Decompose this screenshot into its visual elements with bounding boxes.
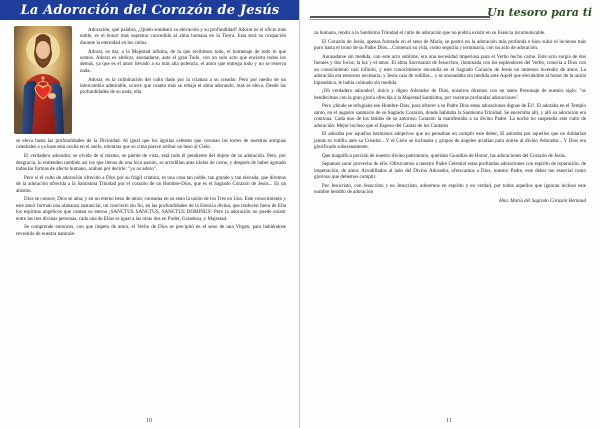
paragraph: Dios se conoce, Dios se ama; y en un eterno beso de amor, consuma en su seno la unión de los Tres en Uno. Este conocimiento y este amor forman una alabanza sustancial, un concierto sin fin, en las profundidades de la Esencia divina, que traducen fuera de Ella los espíritus angélicos que cantan su eterno ¡SANCTUS SANCTUS, SANCTUS DOMINUS! Pero la adoración no puede existir entre las tres divinas personas, cada una de Ellas es igual a las otras dos en Poder, Grandeza, y Majestad. <box>16 196 286 222</box>
paragraph: ¡Oh verdadero adorador!, único y digno Adorador de Dios, nosotros diremos con un santo Personaje de nuestro siglo: "os bendecimos con la gran gloria ofrecida a la Majestad Santísima, por vuestras profundas adoraciones". <box>314 88 586 101</box>
paragraph: Adorar, es dar, a la Majestad infinita, de la que recibimos todo, el homenaje de todo lo que somos. Adorar es abdicar, anonadarse, ante el gran Todo, con un solo acto que encierra todos los demás, ya que es el amor llevado a su más alta potencia, el amor que entrega todo y no se reserva nada. <box>80 48 286 74</box>
paragraph: El Corazón de Jesús, apenas formado en el seno de María, se postró en la adoración más profunda e hizo subir el incienso más puro hasta el trono de su Padre Dios....Comenzó su vida, como seguiría y terminaría, con un acto de adoración. <box>314 38 586 52</box>
paragraph: se eleva hasta las profundidades de la Divinidad. Al igual que los águilas celestes que coronan las torres de nuestras antiguas catedrales a ya base está oculta en el suelo, mientras que su cima parece arribar un beso al Cielo. <box>16 138 286 151</box>
paragraph: Que magnífica porción de nuestro divino patrimonio, queridos Guardias de Honor, las adoraciones del Corazón de Jesús. <box>322 152 567 159</box>
paragraph: Se comprende entonces, con que ímpetu de amor, el Verbo de Dios se precipitó en el seno de una Virgen, para habiéndose revestido de nuestra naturale- <box>16 224 286 237</box>
page-number: 10 <box>146 418 152 424</box>
paragraph: Adoración, qué palabra, ¿Quién sondeará su elevación y su profundidad? Adorar es el oficio más noble, es el honor más supremo concedido al alma humana en la Tierra. Esta será su ocupación durante la eternidad en los cielos. <box>80 27 286 46</box>
title-banner <box>0 0 300 20</box>
paragraph: Sepamos sacar provecho de ello. Ofrezcamos a nuestro Padre Celestial estas profundas adoraciones con espíritu de reparación, de impetración, de amor. Arrodillados al lado del Divino Adorador, ofrezcamos a Dios, nuestro Padre, este deber tan esencial como glorioso que debemos cumplir. <box>314 161 586 181</box>
paragraph: Anonadarse sin medida, con este acto sublime, era una necesidad imperiosa para el Verbo hecho carne. Este acto surgía de dos fuentes y dos focos; la luz y el amor. El alma Sacrosanta de Jesucristo, iluminada con los esplendores del Verbo, conocía a Dios con un conocimiento casi infinito, y este conocimiento encendía en el Sagrado Corazón de Jesús un inmenso incendio de amor. La adoración era entonces necesaria, y Jesús caía de rodillas... y se anonadaba sin medida ante Aquél que elevándole al honor de la unión hipostática, le había colmado sin medida. <box>314 53 586 86</box>
text-beside-image <box>80 27 286 98</box>
text-main <box>16 138 286 239</box>
sacred-heart-image <box>14 26 72 134</box>
paragraph: Pero si el culto de adoración ofrecido a Dios por su frágil criatura, es una cosa tan noble, tan grande y tan elevada, que diremos de la adoración ofrecida a la Santísima Trinidad por el corazón de un Hombre-Dios, que es el Sagrado Corazón de Jesús... Es un abismo. <box>16 174 286 194</box>
paragraph: za humana, rendir a la Santísima Trinidad el culto de adoración que no podría existir en su Esencia incomunicable. <box>314 30 546 36</box>
header-rule <box>310 16 490 18</box>
text-main <box>314 30 586 207</box>
header-rule-thin <box>310 19 490 20</box>
page-title: La Adoración del Corazón de Jesús <box>20 2 280 18</box>
paragraph: Adorar, es la culminación del culto dado por la criatura a su creador. Pero por medio de un intercambio admirable, ocurre que cuanto más se rebaja el alma adorando, más se eleva. Desde las profundidades de su nada, ella <box>80 76 286 96</box>
sacred-heart-icon <box>14 26 72 134</box>
paragraph: El adoraba por aquellos hermanos adoptivos que no pensaban en cumplir este deber; El adoraba por aquellos que no doblarían jamás su rodilla ante su Creador....Y el Cielo se inclinaba y grupos de ángeles acudían para unirse al divino Adorador....Y Dios era glorificado soberanamente. <box>314 131 586 151</box>
header-logo: Un tesoro para ti <box>487 6 592 19</box>
paragraph: El verdadero adorador, se olvida de sí mismo, se pierde de vista, está todo él pendiente del objeto de su adoración. Pero, por desgracia, lo entienden también así los que llenos de una loca pasión, se arrodillan ante ídolos de carne, y después de haber agotado todas las formas de afecto humano, acaban por decirle: "yo os adoro". <box>16 153 286 172</box>
paragraph: Pero ¡dónde se refugiaba ese Hombre-Dios, para ofrecer a su Padre Dios estas adoraciones dignas de Él?. El adoraba en el Templo santo, en el augusto santuario de su Sagrado Corazón, donde habitaba la Santísima Trinidad. Se encerraba allí, y allí su adoración era continua. Cada uno de los latidos de su amoroso Corazón la manifestaba a su divino Padre. La noche no suspendía este culto de adoración: Mejor incluso que el Esposo del Cantar de los Cantares <box>314 103 586 129</box>
page-number: 11 <box>446 418 452 424</box>
paragraph: Por Jesucristo, con Jesucristo y en Jesucristo, adoremos en espíritu y en verdad, por todos aquellos que ignoran incluso este nombre bendito de adoración <box>314 183 586 196</box>
signature: Hna. María del Sagrado Corazón Bernaud <box>499 198 586 205</box>
page-header <box>300 6 600 28</box>
right-page <box>300 0 600 428</box>
